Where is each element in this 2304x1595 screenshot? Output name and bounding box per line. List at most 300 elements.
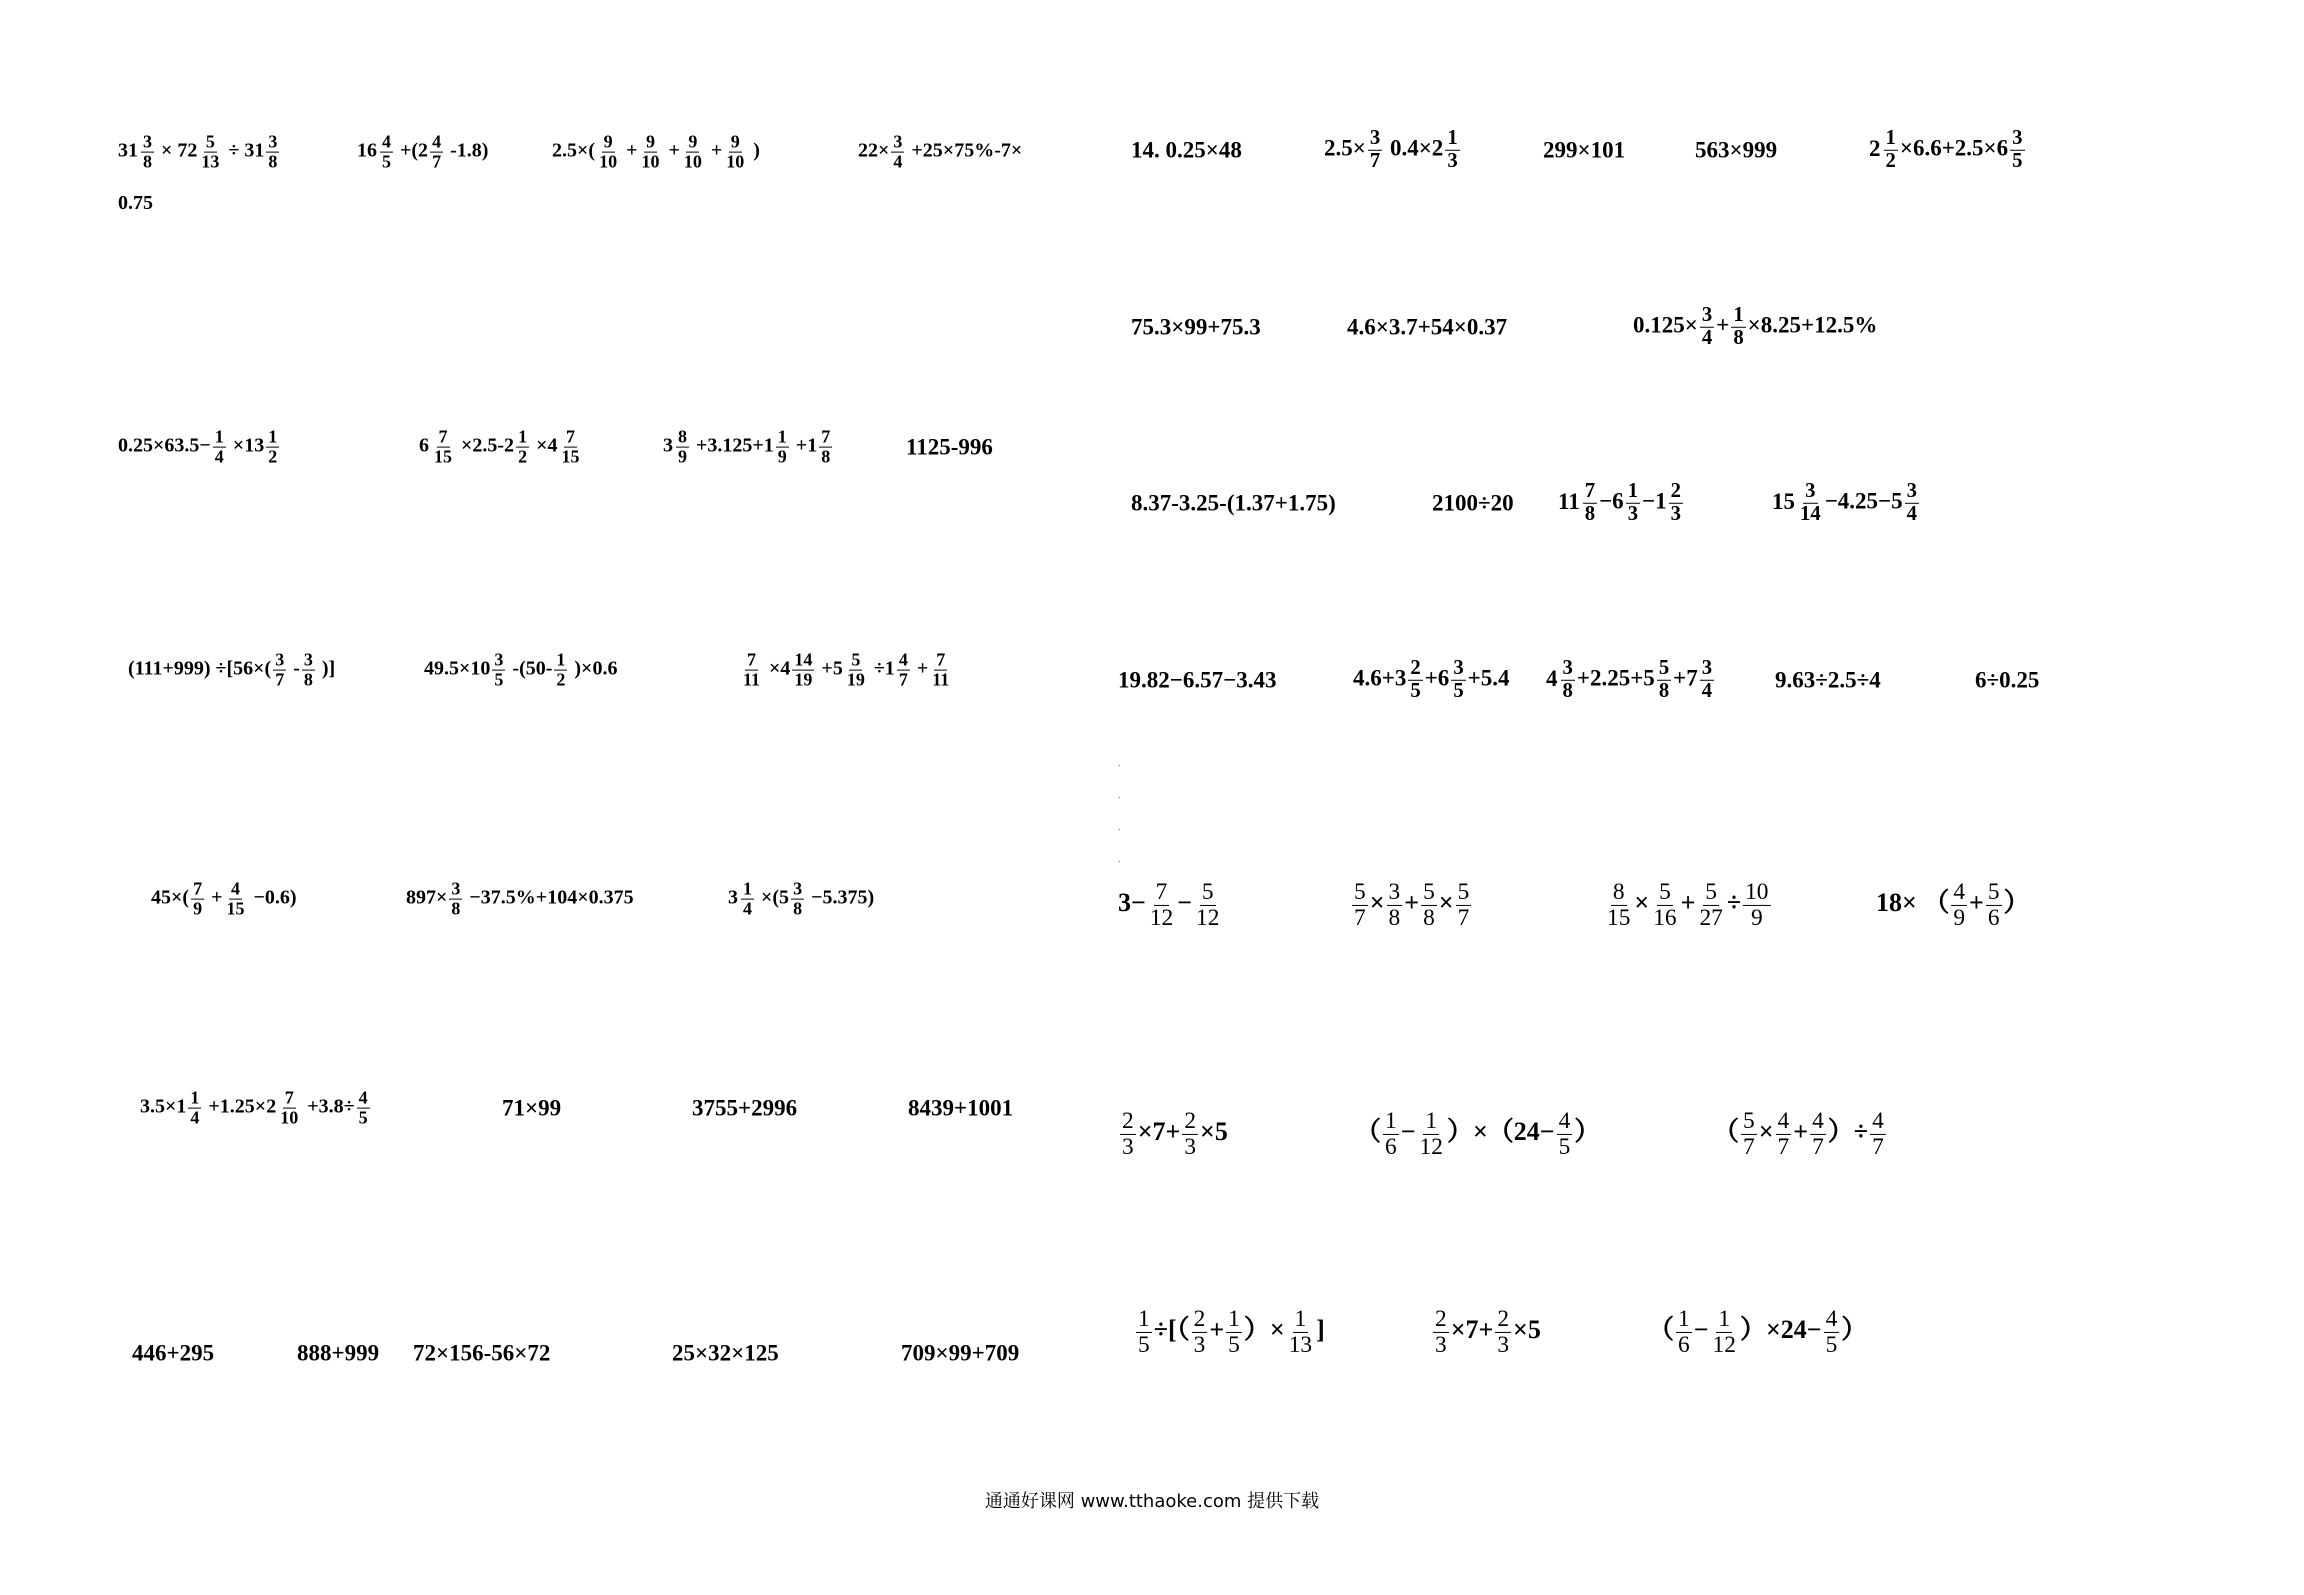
mixed-whole: 4 — [1546, 665, 1558, 691]
expression-text: +7 — [1673, 665, 1698, 691]
denominator: 8 — [1562, 679, 1573, 702]
fraction — [430, 133, 443, 172]
fraction — [724, 133, 746, 172]
numerator: 1 — [777, 426, 787, 447]
expression — [901, 1342, 1019, 1365]
fraction — [302, 651, 315, 690]
denominator: 8 — [451, 898, 461, 919]
numerator: 3 — [1453, 656, 1464, 679]
fraction — [1986, 880, 2002, 930]
numerator: 4 — [1825, 1305, 1838, 1332]
expression — [1353, 658, 1510, 702]
numerator: 1 — [1733, 303, 1744, 326]
expression — [1772, 481, 1921, 525]
expression-text: ×(5 — [756, 886, 790, 909]
denominator: 7 — [1369, 149, 1381, 172]
expression-text: + — [1680, 887, 1696, 917]
fraction — [188, 1089, 201, 1128]
fraction — [1421, 880, 1437, 930]
numerator: 8 — [678, 426, 687, 447]
denominator: 15 — [434, 446, 452, 467]
numerator: 1 — [1385, 1107, 1397, 1134]
mixed-whole: 31 — [118, 139, 138, 162]
numerator: 8 — [1612, 878, 1625, 905]
denominator: 12 — [1149, 904, 1174, 931]
expression-text: +5 — [816, 657, 843, 680]
denominator: 2 — [268, 446, 278, 467]
expression-text: × — [1634, 887, 1650, 917]
fraction — [682, 133, 704, 172]
denominator: 7 — [1743, 1133, 1755, 1160]
denominator: 12 — [1419, 1133, 1443, 1160]
denominator: 13 — [201, 151, 220, 172]
numerator: 5 — [1354, 878, 1366, 905]
expression-text: - — [288, 657, 300, 680]
fraction — [213, 428, 226, 467]
mixed-whole: 11 — [1558, 488, 1580, 514]
numerator: 14 — [794, 649, 813, 670]
expression-text: 446+295 — [132, 1340, 215, 1366]
expression-text: 8439+1001 — [908, 1095, 1014, 1121]
fraction — [380, 133, 393, 172]
expression-text: ） — [1574, 1116, 1601, 1146]
denominator: 2 — [518, 446, 528, 467]
expression-text: +1 — [790, 434, 818, 457]
footer-credit: 通通好课网 www.tthaoke.com 提供下载 — [984, 1491, 1320, 1512]
numerator: 3 — [1388, 878, 1401, 905]
expression-text: 18× （ — [1876, 887, 1950, 917]
expression — [1118, 880, 1223, 930]
expression-text: − — [1177, 887, 1193, 917]
numerator: 1 — [1447, 126, 1458, 149]
numerator: 4 — [1953, 878, 1966, 905]
denominator: 8 — [268, 151, 278, 172]
fraction — [597, 133, 619, 172]
fraction — [930, 651, 951, 690]
numerator: 1 — [1425, 1107, 1438, 1134]
numerator: 3 — [1562, 656, 1573, 679]
denominator: 5 — [1825, 1331, 1838, 1358]
fraction — [819, 428, 832, 467]
numerator: 7 — [284, 1087, 294, 1108]
numerator: 5 — [205, 131, 215, 152]
numerator: 7 — [747, 649, 756, 670]
fraction — [1182, 1109, 1198, 1159]
expression-text: ×13 — [227, 434, 265, 457]
expression-text: )] — [316, 657, 336, 680]
expression — [1350, 880, 1473, 930]
expression-text: ÷[（ — [1153, 1314, 1190, 1344]
expression — [672, 1342, 779, 1365]
expression-text: ÷ — [1726, 887, 1742, 917]
numerator: 7 — [193, 878, 203, 899]
expression — [1131, 492, 1336, 515]
fraction — [1445, 128, 1459, 172]
expression-text: -1.8) — [445, 139, 489, 162]
fraction — [357, 1089, 370, 1128]
expression-text: −4.25−5 — [1824, 488, 1903, 514]
numerator: 2 — [1670, 479, 1681, 502]
fraction — [1194, 880, 1221, 930]
expression-text: −37.5%+104×0.375 — [464, 886, 634, 909]
expression-text: ）× — [1243, 1314, 1285, 1344]
numerator: 5 — [1987, 878, 2000, 905]
denominator: 7 — [1777, 1133, 1790, 1160]
fraction — [639, 133, 661, 172]
denominator: 8 — [1658, 679, 1670, 702]
fraction — [1731, 305, 1745, 349]
denominator: 3 — [1497, 1331, 1510, 1358]
numerator: 1 — [214, 426, 224, 447]
expression-text: (111+999) ÷[56×( — [128, 657, 272, 680]
denominator: 7 — [432, 151, 442, 172]
expression — [151, 880, 297, 919]
expression-text: （ — [1648, 1314, 1675, 1344]
fraction — [1905, 481, 1919, 525]
denominator: 3 — [1447, 149, 1458, 172]
denominator: 8 — [821, 446, 831, 467]
numerator: 9 — [688, 131, 698, 152]
expression-text: 0.75 — [118, 192, 153, 214]
fraction — [432, 428, 454, 467]
numerator: 2 — [1410, 656, 1421, 679]
fraction — [2010, 128, 2024, 172]
numerator: 1 — [1294, 1305, 1307, 1332]
fraction — [449, 880, 462, 919]
denominator: 15 — [561, 446, 580, 467]
numerator: 2 — [1435, 1305, 1447, 1332]
denominator: 7 — [1354, 904, 1366, 931]
numerator: 7 — [565, 426, 575, 447]
expression-text: ×7+ — [1137, 1116, 1181, 1146]
expression-text: −5.375) — [806, 886, 875, 909]
denominator: 8 — [303, 669, 313, 690]
expression — [663, 428, 834, 467]
expression-text: 0.4×2 — [1384, 135, 1444, 161]
denominator: 8 — [1733, 326, 1744, 349]
expression — [1118, 1109, 1228, 1159]
stray-dot: . — [1118, 822, 1121, 833]
fraction — [1148, 880, 1175, 930]
expression — [1131, 316, 1261, 339]
numerator: 5 — [1457, 878, 1470, 905]
fraction — [1451, 658, 1465, 702]
numerator: 7 — [1155, 878, 1168, 905]
denominator: 4 — [743, 898, 752, 919]
fraction — [1657, 658, 1671, 702]
numerator: 5 — [1658, 656, 1670, 679]
numerator: 5 — [1705, 878, 1717, 905]
expression-text: −6 — [1599, 488, 1624, 514]
numerator: 5 — [1423, 878, 1435, 905]
denominator: 14 — [1800, 502, 1821, 525]
expression — [1975, 669, 2039, 692]
expression — [1432, 492, 1514, 515]
expression-text: ) — [748, 139, 760, 162]
expression — [406, 880, 634, 919]
expression-text: 75.3×99+75.3 — [1131, 314, 1261, 340]
fraction — [1387, 880, 1403, 930]
numerator: 5 — [1743, 1107, 1755, 1134]
fraction — [676, 428, 689, 467]
numerator: 4 — [230, 878, 240, 899]
fraction — [278, 1089, 300, 1128]
expression-text: × — [1758, 1116, 1774, 1146]
numerator: 2 — [1122, 1107, 1134, 1134]
numerator: 1 — [1718, 1305, 1731, 1332]
expression-text: + — [1969, 887, 1984, 917]
numerator: 9 — [730, 131, 740, 152]
expression-text: ×8.25+12.5% — [1747, 312, 1878, 338]
expression — [692, 1097, 797, 1120]
expression — [297, 1342, 379, 1365]
fraction — [1408, 658, 1422, 702]
denominator: 3 — [1193, 1331, 1206, 1358]
fraction — [1798, 481, 1823, 525]
stray-dot: . — [1118, 758, 1121, 769]
numerator: 1 — [1228, 1305, 1240, 1332]
expression — [1546, 658, 1716, 702]
denominator: 12 — [1712, 1331, 1736, 1358]
expression — [424, 651, 617, 690]
expression-text: + — [1404, 887, 1420, 917]
denominator: 7 — [1872, 1133, 1884, 1160]
expression-text: +5.4 — [1467, 665, 1510, 691]
denominator: 4 — [1701, 679, 1713, 702]
fraction — [792, 651, 814, 690]
denominator: 8 — [1423, 904, 1435, 931]
expression-text: 3.5×1 — [140, 1095, 187, 1118]
denominator: 16 — [1653, 904, 1677, 931]
fraction — [891, 133, 904, 172]
denominator: 10 — [641, 151, 660, 172]
numerator: 3 — [1906, 479, 1917, 502]
mixed-whole: 6 — [419, 434, 429, 457]
expression — [552, 133, 760, 172]
expression-text: 8.37-3.25-(1.37+1.75) — [1131, 490, 1336, 516]
expression-text: ÷1 — [868, 657, 895, 680]
expression-text: 1125-996 — [906, 434, 993, 460]
denominator: 9 — [777, 446, 787, 467]
expression-text: + — [621, 139, 638, 162]
mixed-whole: 2 — [1869, 135, 1881, 161]
denominator: 3 — [1184, 1133, 1197, 1160]
denominator: 6 — [1987, 904, 2000, 931]
expression-text: −0.6) — [248, 886, 297, 909]
fraction — [1192, 1307, 1208, 1357]
expression — [419, 428, 583, 467]
numerator: 3 — [275, 649, 285, 670]
numerator: 2 — [1184, 1107, 1197, 1134]
denominator: 10 — [280, 1107, 299, 1128]
expression — [1347, 316, 1507, 339]
denominator: 8 — [143, 151, 152, 172]
numerator: 3 — [1805, 479, 1816, 502]
expression — [1876, 880, 2030, 930]
expression-text: ） — [2003, 887, 2030, 917]
expression-text: ] — [1316, 1314, 1325, 1344]
expression — [128, 651, 335, 690]
expression — [1355, 1109, 1600, 1159]
numerator: 4 — [358, 1087, 368, 1108]
expression-text: + — [1716, 312, 1730, 338]
denominator: 8 — [793, 898, 803, 919]
expression — [140, 1089, 372, 1128]
denominator: 9 — [1750, 904, 1763, 931]
expression — [1648, 1307, 1867, 1357]
numerator: 3 — [2012, 126, 2023, 149]
numerator: 7 — [821, 426, 831, 447]
numerator: 1 — [268, 426, 278, 447]
expression — [1869, 128, 2027, 172]
expression-text: 45×( — [151, 886, 190, 909]
expression — [118, 193, 153, 213]
expression — [1134, 1307, 1325, 1357]
fraction — [741, 880, 754, 919]
fraction — [1697, 880, 1724, 930]
numerator: 9 — [645, 131, 655, 152]
expression — [118, 133, 281, 172]
expression-text: + — [705, 139, 723, 162]
expression — [1543, 139, 1625, 162]
expression — [118, 428, 281, 467]
expression-text: +6 — [1424, 665, 1450, 691]
numerator: 3 — [143, 131, 152, 152]
numerator: 7 — [438, 426, 448, 447]
expression-text: ×2.5-2 — [456, 434, 515, 457]
expression — [858, 133, 1022, 172]
expression-text: +3.8÷ — [302, 1095, 355, 1118]
numerator: 4 — [1872, 1107, 1884, 1134]
numerator: 1 — [1885, 126, 1896, 149]
expression-text: ×7+ — [1450, 1314, 1494, 1344]
numerator: 3 — [1701, 303, 1713, 326]
expression-text: × 72 — [156, 139, 198, 162]
expression — [1324, 128, 1462, 172]
numerator: 3 — [793, 878, 803, 899]
fraction — [1120, 1109, 1136, 1159]
numerator: 4 — [1812, 1107, 1824, 1134]
denominator: 6 — [1678, 1331, 1690, 1358]
fraction — [1456, 880, 1472, 930]
expression-text: 0.25×63.5− — [118, 434, 211, 457]
fraction — [554, 651, 567, 690]
expression — [1695, 139, 1777, 162]
fraction — [741, 651, 762, 690]
fraction — [492, 651, 505, 690]
numerator: 3 — [1701, 656, 1713, 679]
denominator: 5 — [494, 669, 504, 690]
numerator: 10 — [1745, 878, 1769, 905]
denominator: 7 — [275, 669, 285, 690]
expression — [357, 133, 488, 172]
expression-text: ×6.6+2.5×6 — [1899, 135, 2009, 161]
denominator: 19 — [846, 669, 865, 690]
expression-text: × — [1438, 887, 1454, 917]
expression — [1775, 669, 1881, 692]
numerator: 2 — [1497, 1305, 1510, 1332]
fraction — [1669, 481, 1683, 525]
expression — [1633, 305, 1877, 349]
numerator: 3 — [268, 131, 278, 152]
numerator: 1 — [1678, 1305, 1690, 1332]
mixed-whole: 15 — [1772, 488, 1795, 514]
expression-text: 6÷0.25 — [1975, 667, 2040, 693]
expression-text: + — [663, 139, 680, 162]
expression-text: ×5 — [1513, 1314, 1541, 1344]
fraction — [273, 651, 286, 690]
expression-text: 563×999 — [1695, 137, 1778, 163]
expression — [502, 1097, 561, 1120]
denominator: 3 — [1122, 1133, 1134, 1160]
fraction — [224, 880, 246, 919]
denominator: 3 — [1435, 1331, 1447, 1358]
numerator: 1 — [743, 878, 752, 899]
expression-text: 3755+2996 — [692, 1095, 798, 1121]
numerator: 5 — [1201, 878, 1214, 905]
denominator: 11 — [932, 669, 950, 690]
expression — [1603, 880, 1773, 930]
expression-text: ）×24− — [1739, 1314, 1822, 1344]
fraction — [1557, 1109, 1573, 1159]
numerator: 3 — [451, 878, 461, 899]
denominator: 7 — [1457, 904, 1470, 931]
expression-text: 888+999 — [297, 1340, 380, 1366]
denominator: 19 — [794, 669, 813, 690]
fraction — [1136, 1307, 1152, 1357]
denominator: 5 — [2012, 149, 2023, 172]
denominator: 2 — [1885, 149, 1896, 172]
stray-dot: . — [1118, 790, 1121, 801]
fraction — [1368, 128, 1382, 172]
expression-text: 49.5×10 — [424, 657, 491, 680]
numerator: 1 — [1627, 479, 1639, 502]
fraction — [1776, 1109, 1792, 1159]
denominator: 7 — [1812, 1133, 1824, 1160]
expression-text: （ — [1713, 1116, 1740, 1146]
fraction — [1884, 128, 1898, 172]
denominator: 8 — [1584, 502, 1596, 525]
expression — [1713, 1109, 1888, 1159]
expression-text: 9.63÷2.5÷4 — [1775, 667, 1881, 693]
expression-text: +1.25×2 — [203, 1095, 277, 1118]
expression — [132, 1342, 214, 1365]
numerator: 1 — [190, 1087, 200, 1108]
expression-text: −1 — [1642, 488, 1667, 514]
fraction — [1383, 1109, 1399, 1159]
expression-text: )×0.6 — [569, 657, 618, 680]
fraction — [845, 651, 867, 690]
expression-text: ×5 — [1200, 1116, 1228, 1146]
expression — [1431, 1307, 1541, 1357]
expression-text: 299×101 — [1543, 137, 1626, 163]
expression-text: 4.6+3 — [1353, 665, 1407, 691]
fraction — [1583, 481, 1597, 525]
expression-text: +3.125+1 — [691, 434, 774, 457]
expression-text: 14. 0.25×48 — [1131, 137, 1242, 163]
fraction — [1951, 880, 1967, 930]
fraction — [141, 133, 154, 172]
fraction — [1711, 1307, 1738, 1357]
denominator: 4 — [190, 1107, 200, 1128]
denominator: 5 — [358, 1107, 368, 1128]
expression-text: 2.5× — [1324, 135, 1366, 161]
fraction — [559, 428, 581, 467]
denominator: 5 — [1228, 1331, 1240, 1358]
numerator: 5 — [851, 649, 861, 670]
numerator: 3 — [893, 131, 903, 152]
fraction — [1824, 1307, 1840, 1357]
